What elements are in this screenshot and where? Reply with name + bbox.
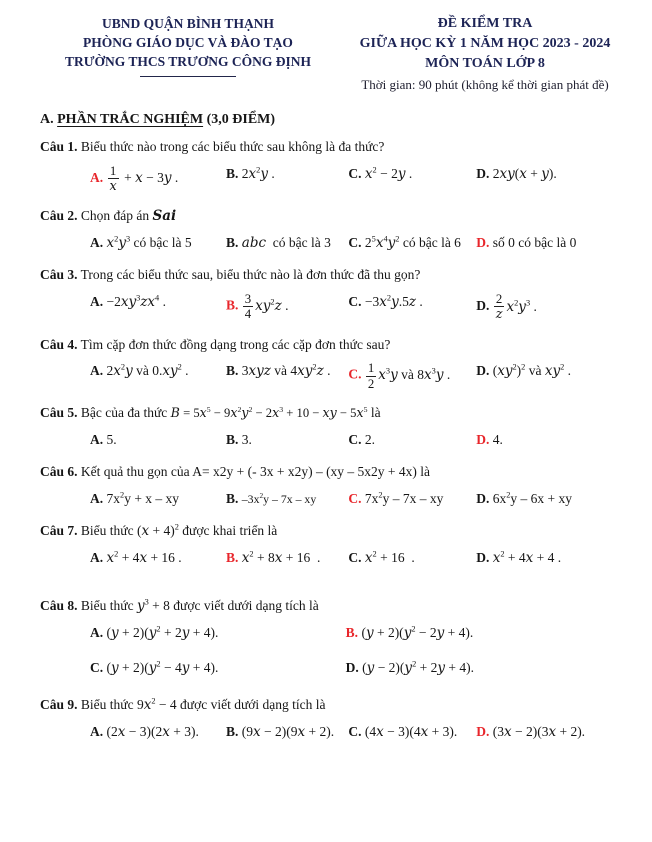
option-b — [226, 548, 348, 568]
question-text — [40, 335, 634, 356]
option-a — [90, 292, 226, 312]
option-text: $-2xy^3zx^4$ . — [103, 293, 166, 311]
question-label: Câu 4. — [40, 336, 78, 352]
question-5 — [40, 403, 634, 450]
options-row — [90, 292, 634, 322]
exam-term: GIỮA HỌC KỲ 1 NĂM HỌC 2023 - 2024 — [359, 35, 611, 51]
options-row — [90, 233, 634, 253]
options-row — [90, 164, 634, 194]
question-label: Câu 9. — [40, 696, 78, 712]
option-d — [476, 430, 634, 450]
option-text: $-3x^2y - 7x$ – xy — [241, 490, 317, 506]
question-statement: Biểu thức nào trong các biểu thức sau không là đa thức? — [77, 139, 385, 155]
question-2 — [40, 206, 634, 253]
option-a — [90, 722, 226, 742]
org-line-department: PHÒNG GIÁO DỤC VÀ ĐÀO TẠO — [83, 35, 293, 51]
option-text: $x^2 + 4x + 16$ . — [106, 549, 182, 566]
option-letter: A. — [90, 625, 104, 641]
option-text: $(xy^2)^2$ và $xy^2$ . — [489, 362, 572, 380]
option-text: $\frac{2}{z}$ $x^2y^3$ . — [495, 292, 537, 323]
question-statement: Biểu thức $9x^2 - 4$ được viết dưới dạng tích là — [77, 696, 326, 713]
option-text: 2. — [361, 431, 376, 447]
option-text: $(y + 2)(y^2 - 2y + 4)$. — [358, 624, 474, 642]
option-text: $\frac{1}{x}$ + x − 3y . — [109, 164, 179, 195]
option-b — [226, 489, 348, 509]
org-line-district: UBND QUẬN BÌNH THẠNH — [102, 16, 274, 31]
option-text: $-3x^2y.5z$ . — [361, 293, 423, 311]
option-c — [348, 722, 476, 742]
option-letter: A. — [90, 549, 104, 565]
question-label: Câu 7. — [40, 523, 78, 539]
option-text: $x^2y^3$ có bậc là 5 — [106, 234, 192, 252]
option-text: $7x^2y + x$ – xy — [103, 490, 180, 506]
option-a — [90, 164, 226, 194]
options-row — [90, 361, 634, 390]
option-text: $2x^2y$ và $0.xy^2$ . — [103, 362, 189, 380]
question-label: Câu 6. — [40, 463, 78, 479]
option-d — [476, 361, 634, 381]
option-letter: A. — [90, 235, 104, 251]
option-letter-answer: B. — [226, 298, 239, 314]
option-letter: D. — [476, 490, 490, 506]
option-a — [90, 430, 226, 450]
option-letter-answer: D. — [476, 431, 490, 447]
option-letter: D. — [345, 660, 359, 676]
option-letter: B. — [226, 431, 239, 447]
option-letter: B. — [226, 723, 239, 739]
option-d — [476, 233, 634, 253]
option-c — [90, 658, 346, 678]
question-statement: Bậc của đa thức $B = 5x^5 - 9x^2y^2 - 2x^3 + 10$ − xy − $5x^5$ là — [77, 404, 381, 420]
section-name: PHẦN TRẮC NGHIỆM — [57, 112, 204, 128]
option-c — [348, 548, 476, 568]
question-9 — [40, 695, 634, 742]
option-text: (4x − 3)(4x + 3). — [361, 723, 458, 740]
option-letter: D. — [476, 298, 490, 314]
option-letter: C. — [348, 235, 362, 251]
option-b — [226, 361, 348, 381]
exam-subject: MÔN TOÁN LỚP 8 — [425, 55, 545, 71]
option-letter: B. — [226, 490, 239, 506]
question-7 — [40, 521, 634, 568]
option-a — [90, 489, 226, 509]
option-c — [348, 233, 476, 253]
question-statement: Biểu thức $(x + 4)^2$ được khai triển là — [77, 522, 278, 540]
option-b — [226, 164, 348, 184]
option-text: số 0 có bậc là 0 — [489, 235, 577, 251]
option-text: $2^5x^4y^2$ có bậc là 6 — [361, 234, 461, 252]
issuing-org-block — [40, 14, 336, 77]
question-text — [40, 206, 634, 227]
question-4 — [40, 335, 634, 391]
option-text: $x^2 + 8x + 16$ . — [241, 549, 321, 566]
question-1 — [40, 137, 634, 194]
question-statement: Kết quả thu gọn của A= x2y + (- 3x + x2y) – (xy – 5x2y + 4x) là — [77, 463, 431, 479]
option-text: $\frac{3}{4}$ $xy^2z$ . — [244, 292, 289, 322]
question-label: Câu 3. — [40, 267, 78, 283]
question-label: Câu 5. — [40, 404, 78, 420]
option-text: $x^2 + 4x + 4$ . — [492, 549, 562, 566]
question-label: Câu 2. — [40, 208, 78, 224]
option-text: 4. — [489, 431, 503, 447]
option-letter: D. — [476, 363, 490, 379]
option-c — [348, 489, 476, 509]
option-letter: C. — [348, 294, 362, 310]
option-b — [346, 623, 634, 643]
option-text: $\frac{1}{2}$ $x^3y$ và $8x^3y$ . — [367, 361, 451, 391]
option-letter: C. — [348, 166, 362, 181]
option-letter: C. — [348, 431, 362, 447]
option-text: $x^2 + 16$ . — [364, 549, 415, 566]
option-letter: C. — [348, 549, 362, 565]
option-letter-answer: B. — [345, 625, 359, 641]
question-3 — [40, 265, 634, 322]
section-title — [40, 112, 634, 128]
options-row — [90, 623, 634, 679]
option-letter: B. — [226, 235, 239, 251]
option-letter: C. — [90, 660, 104, 676]
option-letter: D. — [476, 549, 490, 565]
options-row — [90, 430, 634, 450]
option-a — [90, 233, 226, 253]
section-points: (3,0 ĐIỂM) — [203, 112, 276, 128]
question-text — [40, 137, 634, 158]
option-text: $(y + 2)(y^2 + 2y + 4)$. — [103, 624, 219, 642]
option-letter: D. — [476, 166, 490, 181]
exam-title: ĐỀ KIỂM TRA — [437, 16, 533, 31]
option-c — [348, 361, 476, 390]
option-b — [226, 233, 348, 253]
question-6 — [40, 462, 634, 509]
option-letter: A. — [90, 431, 104, 447]
option-text: (3x − 2)(3x + 2). — [489, 723, 586, 740]
option-a — [90, 548, 226, 568]
option-text: $(y - 2)(y^2 + 2y + 4)$. — [358, 659, 474, 677]
option-text: $(y + 2)(y^2 - 4y + 4)$. — [103, 659, 219, 677]
option-d — [476, 489, 634, 509]
option-d — [476, 722, 634, 742]
option-text: (9x − 2)(9x + 2). — [238, 723, 335, 740]
option-text: (2x − 3)(2x + 3). — [103, 723, 199, 740]
option-b — [226, 292, 348, 321]
option-b — [226, 430, 348, 450]
question-text — [40, 596, 634, 617]
question-text — [40, 403, 634, 424]
question-statement: Biểu thức $y^3 + 8$ được viết dưới dạng tích là — [77, 597, 319, 615]
option-c — [348, 292, 476, 312]
questions — [40, 137, 634, 742]
option-text: $x^2 - 2y$ . — [364, 165, 413, 182]
option-letter-answer: D. — [476, 235, 490, 251]
option-letter-answer: B. — [226, 549, 239, 565]
option-text: 3. — [238, 431, 252, 447]
org-line-school: TRƯỜNG THCS TRƯƠNG CÔNG ĐỊNH — [64, 54, 312, 70]
option-a — [90, 623, 346, 643]
option-a — [90, 361, 226, 381]
option-text: $2x^2y$ . — [238, 165, 275, 182]
option-d — [346, 658, 634, 678]
options-row — [90, 489, 634, 509]
question-text — [40, 695, 634, 716]
options-row — [90, 722, 634, 742]
option-d — [476, 292, 634, 322]
option-text: abc có bậc là 3 — [241, 235, 331, 252]
exam-header — [40, 14, 634, 94]
exam-title-block — [336, 14, 634, 94]
question-label: Câu 1. — [40, 139, 78, 155]
option-text: $6x^2y - 6x$ + xy — [489, 490, 573, 506]
option-d — [476, 548, 634, 568]
option-b — [226, 722, 348, 742]
question-statement: Trong các biểu thức sau, biểu thức nào là đơn thức đã thu gọn? — [77, 267, 421, 283]
option-letter: C. — [348, 723, 362, 739]
time-note: Thời gian: 90 phút (không kể thời gian phát đề) — [361, 76, 609, 92]
option-text: $7x^2y - 7x$ – xy — [361, 490, 444, 506]
option-letter: B. — [226, 363, 239, 379]
option-letter-answer: D. — [476, 723, 490, 739]
option-letter: A. — [90, 490, 104, 506]
option-letter: A. — [90, 363, 104, 379]
option-letter-answer: C. — [348, 490, 362, 506]
option-c — [348, 164, 476, 184]
divider-line — [140, 76, 236, 77]
option-c — [348, 430, 476, 450]
option-letter-answer: C. — [348, 367, 362, 383]
question-statement: Tìm cặp đơn thức đồng dạng trong các cặp đơn thức sau? — [77, 336, 391, 352]
question-statement: Chọn đáp án Sai — [77, 208, 177, 225]
option-letter: B. — [226, 166, 239, 181]
option-letter: A. — [90, 723, 104, 739]
question-text — [40, 462, 634, 483]
section-prefix: A. — [40, 112, 58, 128]
option-text: 2xy(x + y). — [489, 166, 557, 182]
question-text — [40, 521, 634, 542]
question-text — [40, 265, 634, 286]
option-d — [476, 164, 634, 184]
option-text: 5. — [103, 431, 117, 447]
options-row — [90, 548, 634, 568]
option-letter-answer: A. — [90, 170, 104, 186]
question-8 — [40, 596, 634, 678]
option-text: 3xyz và $4xy^2z$ . — [238, 362, 331, 380]
option-letter: A. — [90, 294, 104, 310]
question-label: Câu 8. — [40, 598, 78, 614]
